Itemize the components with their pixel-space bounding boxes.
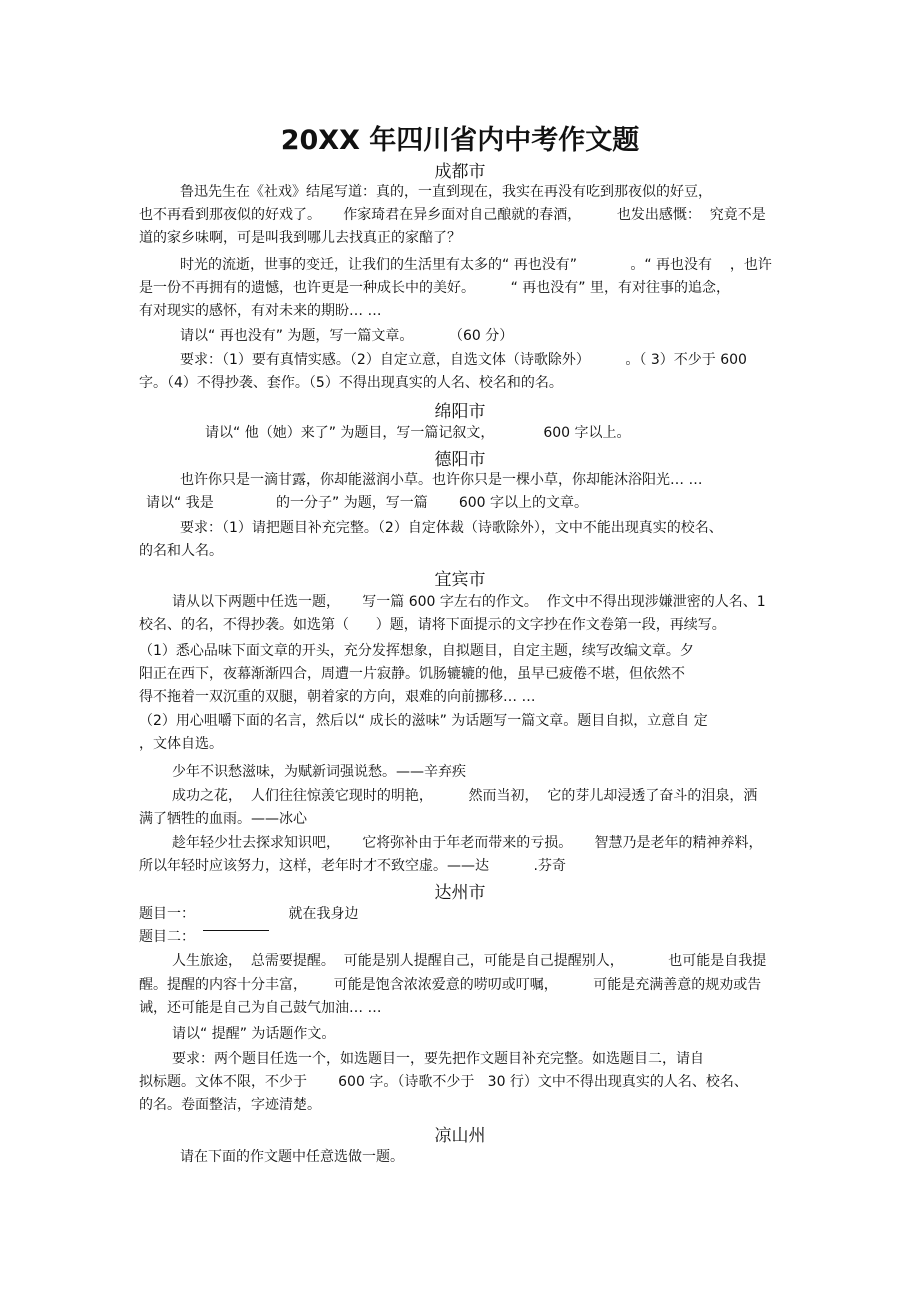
section-heading-liangshan: 凉山州 bbox=[434, 1126, 486, 1146]
section-heading-yibin: 宜宾市 bbox=[434, 570, 486, 590]
text-line: 要求：（1）要有真情实感。（2）自定立意，自选文体（诗歌除外） 。（ 3）不少于 600 bbox=[180, 352, 747, 368]
section-heading-chengdu: 成都市 bbox=[434, 162, 486, 182]
text-line: 校名、的名，不得抄袭。如选第（ ）题，请将下面提示的文字抄在作文卷第一段，再续写。 bbox=[139, 617, 726, 633]
text-line: 要求：（1）请把题目补充完整。（2）自定体裁（诗歌除外），文中不能出现真实的校名、 bbox=[180, 520, 723, 536]
text-line: 诫，还可能是自己为自己鼓气加油… … bbox=[139, 1000, 382, 1016]
text-line: 也不再看到那夜似的好戏了。 作家琦君在异乡面对自己酿就的春酒， 也发出感慨： 究竟不是 bbox=[139, 207, 766, 223]
text-line: 题目二： bbox=[139, 929, 195, 945]
text-line: 请以“ 我是 的一分子” 为题，写一篇 600 字以上的文章。 bbox=[146, 495, 589, 511]
text-line: 成功之花， 人们往往惊羡它现时的明艳， 然而当初， 它的芽儿却浸透了奋斗的泪泉，洒 bbox=[172, 788, 758, 804]
text-line: 得不拖着一双沉重的双腿，朝着家的方向，艰难的向前挪移… … bbox=[139, 689, 536, 705]
text-line: 所以年轻时应该努力，这样，老年时才不致空虚。——达 .芬奇 bbox=[139, 858, 566, 874]
text-line: 满了牺牲的血雨。——冰心 bbox=[139, 811, 307, 827]
text-line: 少年不识愁滋味，为赋新词强说愁。——辛弃疾 bbox=[172, 764, 466, 780]
text-line: 阳正在西下，夜幕渐渐四合，周遭一片寂静。饥肠辘辘的他，虽早已疲倦不堪，但依然不 bbox=[139, 666, 685, 682]
text-line: 请从以下两题中任选一题， 写一篇 600 字左右的作文。 作文中不得出现涉嫌泄密的人名、1 bbox=[172, 594, 766, 610]
text-line: 要求：两个题目任选一个，如选题目一，要先把作文题目补充完整。如选题目二，请自 bbox=[172, 1051, 704, 1067]
text-line: 拟标题。文体不限，不少于 600 字。（诗歌不少于 30 行）文中不得出现真实的人名、校名、 bbox=[139, 1074, 748, 1090]
text-line: 题目一： 就在我身边 bbox=[139, 906, 359, 922]
text-line: （1）悉心品味下面文章的开头，充分发挥想象，自拟题目，自定主题，续写改编文章。夕 bbox=[139, 643, 694, 659]
document-title: 20XX 年四川省内中考作文题 bbox=[280, 125, 640, 156]
text-line: 鲁迅先生在《社戏》结尾写道：真的，一直到现在，我实在再没有吃到那夜似的好豆， bbox=[180, 184, 712, 200]
text-line: 请以“ 提醒” 为话题作文。 bbox=[172, 1026, 336, 1042]
section-heading-dazhou: 达州市 bbox=[434, 883, 486, 903]
blank-underline bbox=[203, 930, 269, 931]
text-line: 是一份不再拥有的遗憾，也许更是一种成长中的美好。 “ 再也没有” 里，有对往事的追念， bbox=[139, 280, 731, 296]
text-line: 请以“ 再也没有” 为题，写一篇文章。 （60 分） bbox=[180, 328, 514, 344]
text-line: 字。（4）不得抄袭、套作。（5）不得出现真实的人名、校名和的名。 bbox=[139, 375, 563, 391]
text-line: 请以“ 他（她）来了” 为题目，写一篇记叙文， 600 字以上。 bbox=[205, 425, 631, 441]
text-line: 醒。提醒的内容十分丰富， 可能是饱含浓浓爱意的唠叨或叮嘱， 可能是充满善意的规劝或告 bbox=[139, 977, 762, 993]
text-line: 有对现实的感怀，有对未来的期盼… … bbox=[139, 303, 382, 319]
text-line: 的名。卷面整洁，字迹清楚。 bbox=[139, 1097, 321, 1113]
text-line: （2）用心咀嚼下面的名言，然后以“ 成长的滋味” 为话题写一篇文章。题目自拟，立意自 定 bbox=[139, 713, 708, 729]
text-line: 时光的流逝，世事的变迁，让我们的生活里有太多的“ 再也没有” 。“ 再也没有 ，也许 bbox=[180, 257, 772, 273]
text-line: 也许你只是一滴甘露，你却能滋润小草。也许你只是一棵小草，你却能沐浴阳光… … bbox=[180, 472, 703, 488]
section-heading-deyang: 德阳市 bbox=[434, 450, 486, 470]
section-heading-mianyang: 绵阳市 bbox=[434, 402, 486, 422]
text-line: 人生旅途， 总需要提醒。 可能是别人提醒自己，可能是自己提醒别人， 也可能是自我提 bbox=[172, 953, 767, 969]
text-line: 请在下面的作文题中任意选做一题。 bbox=[180, 1149, 404, 1165]
text-line: 的名和人名。 bbox=[139, 543, 223, 559]
text-line: ，文体自选。 bbox=[139, 736, 223, 752]
text-line: 道的家乡味啊，可是叫我到哪儿去找真正的家醅了？ bbox=[139, 230, 461, 246]
text-line: 趁年轻少壮去探求知识吧， 它将弥补由于年老而带来的亏损。 智慧乃是老年的精神养料， bbox=[172, 835, 763, 851]
